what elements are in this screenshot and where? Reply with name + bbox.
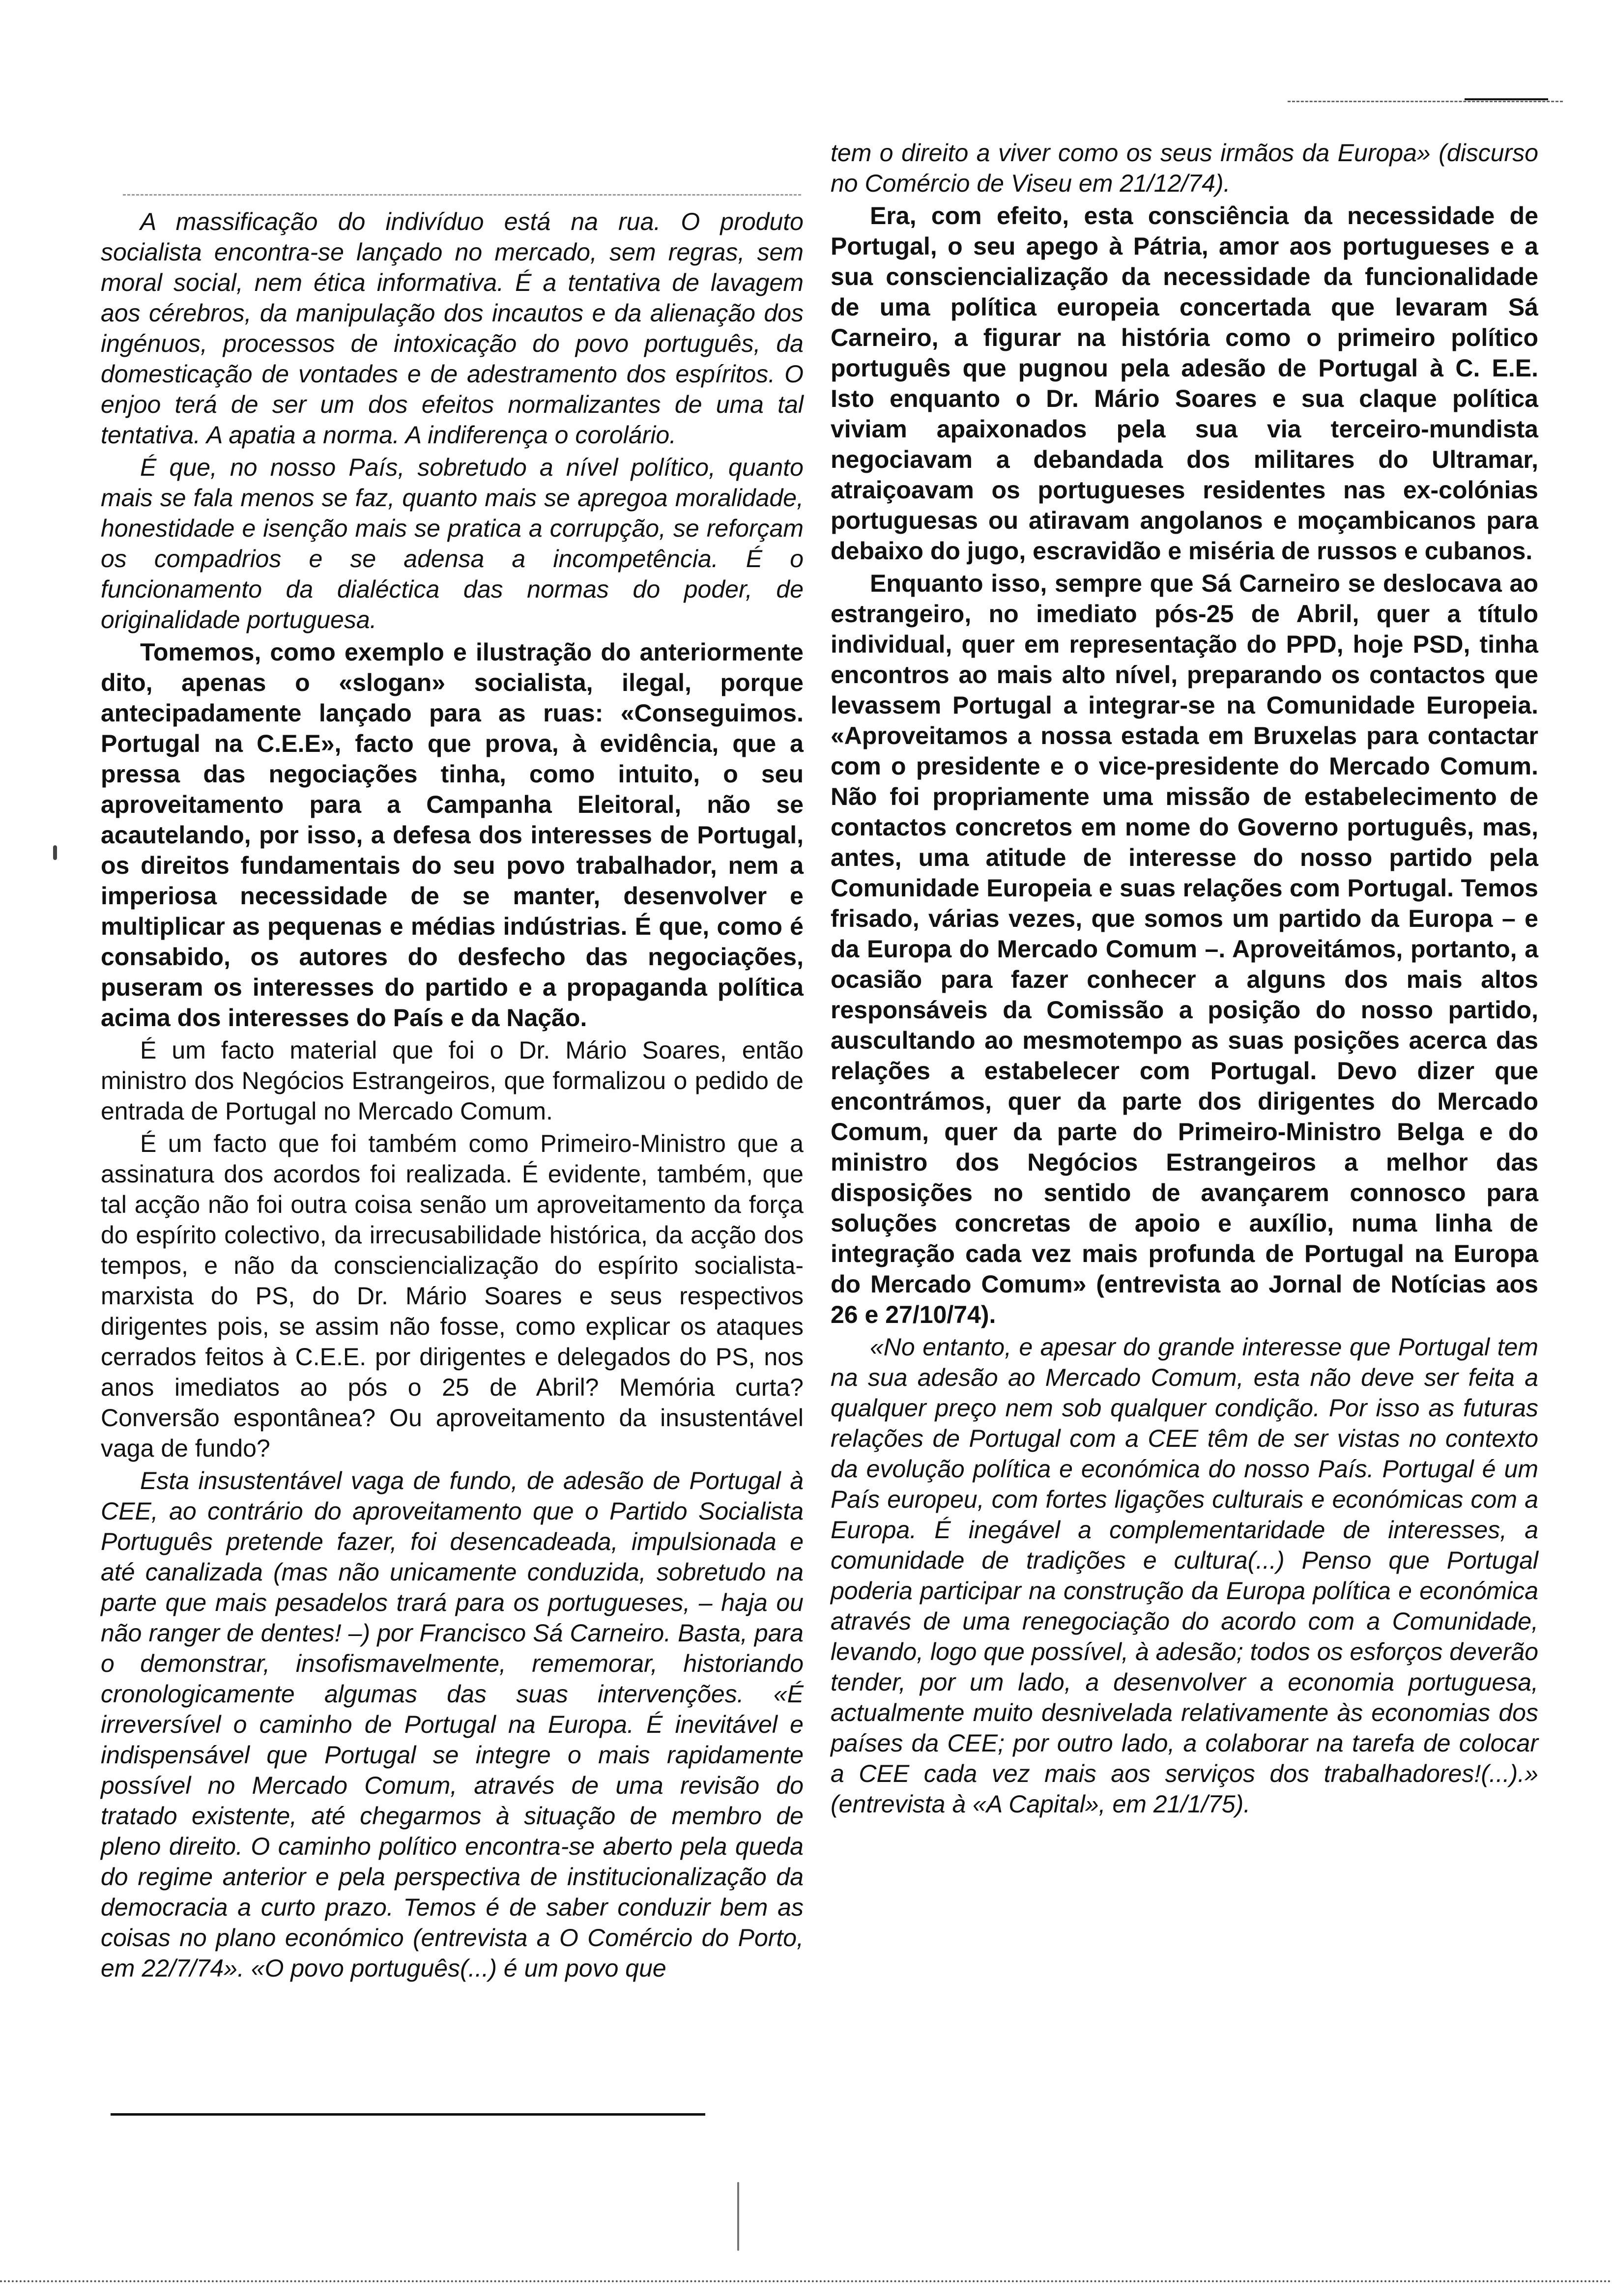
top-dashed-rule-left <box>123 194 801 196</box>
left-paragraph-5: É um facto que foi também como Primeiro-Ministro que a assinatura dos acordos foi realizada. É evidente, também, que tal acção não foi outra coisa senão um aproveitamento da força do espírito colectivo, da irrecusabilidade histórica, da acção dos tempos, e não da consciencialização do espírito socialista-marxista do PS, do Dr. Mário Soares e seus respectivos dirigentes pois, se assim não fosse, como explicar os ataques cerrados feitos à C.E.E. por dirigentes e delegados do PS, nos anos imediatos ao pós o 25 de Abril? Memória curta? Conversão espontânea? Ou aproveitamento da insustentável vaga de fundo? <box>101 1130 804 1462</box>
left-paragraph-3: Tomemos, como exemplo e ilustração do anteriormente dito, apenas o «slogan» socialista, ilegal, porque antecipadamente lançado para as ruas: «Conseguimos. Portugal na C.E.E», facto que prova, à evidência, que a pressa das negociações tinha, como intuito, o seu aproveitamento para a Campanha Eleitoral, não se acautelando, por isso, a defesa dos interesses de Portugal, os direitos fundamentais do seu povo trabalhador, nem a imperiosa necessidade de se manter, desenvolver e multiplicar as pequenas e médias indústrias. É que, como é consabido, os autores do desfecho das negociações, puseram os interesses do partido e a propaganda política acima dos interesses do País e da Nação. <box>101 638 804 1032</box>
left-paragraph-4: É um facto material que foi o Dr. Mário Soares, então ministro dos Negócios Estrangeiros, que formalizou o pedido de entrada de Portugal no Mercado Comum. <box>101 1036 804 1125</box>
top-rule-right <box>1465 98 1548 100</box>
left-paragraph-2: É que, no nosso País, sobretudo a nível político, quanto mais se fala menos se faz, quanto mais se apregoa moralidade, honestidade e isenção mais se pratica a corrupção, se reforçam os compadrios e se adensa a incompetência. É o funcionamento da dialéctica das normas do poder, de originalidade portuguesa. <box>101 454 804 633</box>
right-column <box>831 138 1538 1821</box>
right-paragraph-1: tem o direito a viver como os seus irmãos da Europa» (discurso no Comércio de Viseu em 21/12/74). <box>831 139 1538 197</box>
bottom-rule-left <box>111 2113 705 2116</box>
top-dashed-rule-right <box>1288 101 1563 102</box>
scan-speck <box>53 845 57 860</box>
left-paragraph-6: Esta insustentável vaga de fundo, de adesão de Portugal à CEE, ao contrário do aproveitamento que o Partido Socialista Português pretende fazer, foi desencadeada, impulsionada e até canalizada (mas não unicamente conduzida, sobretudo na parte que mais pesadelos trará para os portugueses, – haja ou não ranger de dentes! –) por Francisco Sá Carneiro. Basta, para o demonstrar, insofismavelmente, rememorar, historiando cronologicamente algumas das suas intervenções. «É irreversível o caminho de Portugal na Europa. É inevitável e indispensável que Portugal se integre o mais rapidamente possível no Mercado Comum, através de uma revisão do tratado existente, até chegarmos à situação de membro de pleno direito. O caminho político encontra-se aberto pela queda do regime anterior e pela perspectiva de institucionalização da democracia a curto prazo. Temos é de saber conduzir bem as coisas no plano económico (entrevista a O Comércio do Porto, em 22/7/74». «O povo português(...) é um povo que <box>101 1467 804 1982</box>
left-column <box>101 206 804 1985</box>
left-paragraph-1: A massificação do indivíduo está na rua. O produto socialista encontra-se lançado no mercado, sem regras, sem moral social, nem ética informativa. É a tentativa de lavagem aos cérebros, da manipulação dos incautos e da alienação dos ingénuos, processos de intoxicação do povo português, da domesticação de vontades e de adestramento dos espíritos. O enjoo terá de ser um dos efeitos normalizantes de uma tal tentativa. A apatia a norma. A indiferença o corolário. <box>101 208 804 449</box>
bottom-scan-edge <box>0 2280 1612 2282</box>
right-paragraph-3: Enquanto isso, sempre que Sá Carneiro se deslocava ao estrangeiro, no imediato pós-25 de Abril, quer a título individual, quer em representação do PPD, hoje PSD, tinha encontros ao mais alto nível, preparando os contactos que levassem Portugal a integrar-se na Comunidade Europeia. «Aproveitamos a nossa estada em Bruxelas para contactar com o presidente e o vice-presidente do Mercado Comum. Não foi propriamente uma missão de estabelecimento de contactos concretos em nome do Governo português, mas, antes, uma atitude de interesse do nosso partido pela Comunidade Europeia e suas relações com Portugal. Temos frisado, várias vezes, que somos um partido da Europa – e da Europa do Mercado Comum –. Aproveitámos, portanto, a ocasião para fazer conhecer a alguns dos mais altos responsáveis da Comissão a posição do nosso partido, auscultando ao mesmotempo as suas posições acerca das relações a estabelecer com Portugal. Devo dizer que encontrámos, quer da parte dos dirigentes do Mercado Comum, quer da parte do Primeiro-Ministro Belga e do ministro dos Negócios Estrangeiros a melhor das disposições no sentido de avançarem connosco para soluções concretas de apoio e auxílio, numa linha de integração cada vez mais profunda de Portugal na Europa do Mercado Comum» (entrevista ao Jornal de Notícias aos 26 e 27/10/74). <box>831 570 1538 1328</box>
right-paragraph-4: «No entanto, e apesar do grande interesse que Portugal tem na sua adesão ao Mercado Comum, esta não deve ser feita a qualquer preço nem sob qualquer condição. Por isso as futuras relações de Portugal com a CEE têm de ser vistas no contexto da evolução política e económica do nosso País. Portugal é um País europeu, com fortes ligações culturais e económicas com a Europa. É inegável a complementaridade de interesses, a comunidade de tradições e cultura(...) Penso que Portugal poderia participar na construção da Europa política e económica através de uma renegociação do acordo com a Comunidade, levando, logo que possível, à adesão; todos os esforços deverão tender, por um lado, a desenvolver a economia portuguesa, actualmente muito desnivelada relativamente às economias dos países da CEE; por outro lado, a colaborar na tarefa de colocar a CEE cada vez mais aos serviços dos trabalhadores!(...).» (entrevista à «A Capital», em 21/1/75). <box>831 1333 1538 1818</box>
scan-speck <box>737 2182 739 2251</box>
right-paragraph-2: Era, com efeito, esta consciência da necessidade de Portugal, o seu apego à Pátria, amor aos portugueses e a sua consciencialização da necessidade da funcionalidade de uma política europeia concertada que levaram Sá Carneiro, a figurar na história como o primeiro político português que pugnou pela adesão de Portugal à C. E.E. Isto enquanto o Dr. Mário Soares e sua claque política viviam apaixonados pela sua via terceiro-mundista negociavam a debandada dos militares do Ultramar, atraiçoavam os portugueses residentes nas ex-colónias portuguesas ou atiravam angolanos e moçambicanos para debaixo do jugo, escravidão e miséria de russos e cubanos. <box>831 202 1538 565</box>
